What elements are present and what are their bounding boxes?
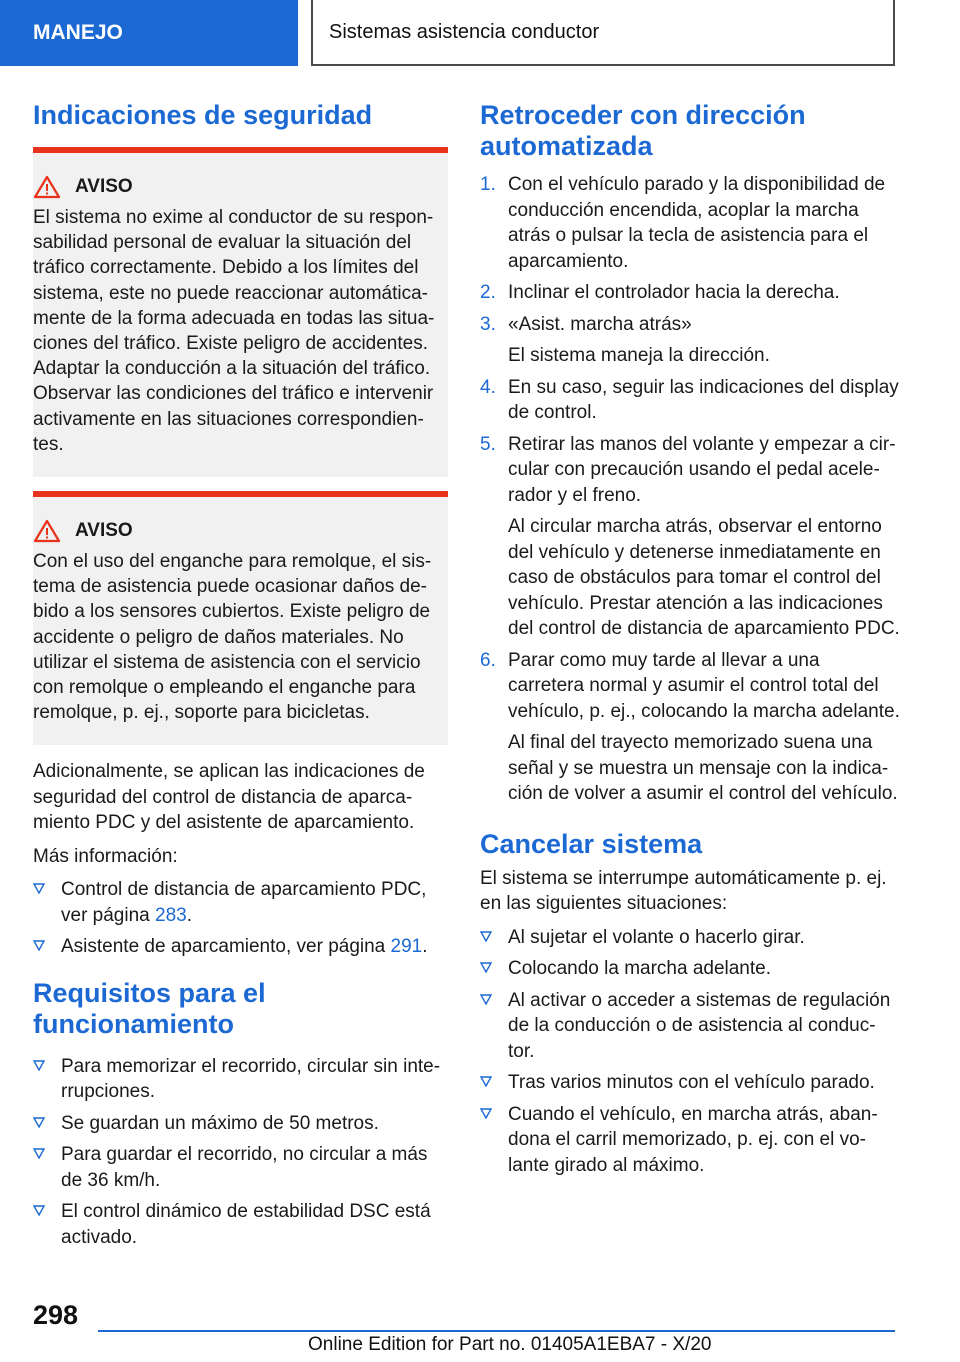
warning-text: Con el uso del enganche para remolque, el sis-tema de asistencia puede ocasionar daños de-bido a los sensores cubiertos. Existe peligro de accidente o peligro de daños materiales. No utilizar el sistema de asistencia con el servicio con remolque o empleando el enganche para remolque, p. ej., soporte para bicicletas. (33, 551, 432, 724)
step-item: 1. Con el vehículo parado y la disponibilidad de conducción encendida, acoplar la marcha atrás o pulsar la tecla de asistencia para el aparcamiento. (480, 174, 886, 272)
warning-text: El sistema no exime al conductor de su respon-sabilidad personal de evaluar la situación del tráfico correctamente. Debido a los límites del sistema, este no puede reaccionar automática-mente de la forma adecuada en todas las situa-ciones del tráfico. Existe peligro de accidentes. Adaptar la conducción a la situación del tráfico. Observar las condiciones del tráfico e intervenir activamente en las situaciones correspondien-tes. (33, 207, 435, 455)
left-column (33, 100, 448, 1258)
page-header (0, 0, 960, 66)
step-item: 4. En su caso, seguir las indicaciones del display de control. (480, 376, 899, 423)
step-item: 5. Retirar las manos del volante y empezar a cir-cular con precaución usando el pedal acele-rador y el freno. Al circular marcha atrás, observar el entorno del vehículo y detenerse inmediatamente en caso de obstáculos para tomar el control del vehículo. Prestar atención a las indicaciones del control de distancia de aparcamiento PDC. (480, 433, 900, 639)
triangle-bullet-icon (480, 931, 492, 942)
warning-title: AVISO (33, 519, 446, 543)
steps-list (480, 172, 900, 807)
list-item: Se guardan un máximo de 50 metros. (33, 1111, 448, 1137)
triangle-bullet-icon (480, 1076, 492, 1087)
list-item: Control de distancia de aparcamiento PDC, ver página 283. (33, 877, 448, 928)
list-item: Tras varios minutos con el vehículo parado. (480, 1070, 900, 1096)
heading-safety: Indicaciones de seguridad (33, 100, 373, 130)
list-item: Asistente de aparcamiento, ver página 291. (33, 934, 448, 960)
triangle-bullet-icon (33, 1117, 45, 1128)
heading-cancel: Cancelar sistema (480, 828, 703, 859)
requirements-list (33, 1054, 448, 1251)
edition-footer: Online Edition for Part no. 01405A1EBA7 - X/20 (308, 1334, 712, 1355)
footer-divider (98, 1330, 895, 1332)
right-column (480, 100, 900, 1186)
triangle-bullet-icon (33, 883, 45, 894)
warning-box-1 (33, 147, 448, 477)
triangle-bullet-icon (480, 1108, 492, 1119)
triangle-bullet-icon (33, 940, 45, 951)
triangle-bullet-icon (33, 1205, 45, 1216)
paragraph-more-info: Más información: (33, 845, 178, 867)
more-info-list (33, 877, 448, 960)
heading-requirements: Requisitos para el funcionamiento (33, 977, 266, 1039)
warning-title: AVISO (33, 175, 446, 199)
page-link[interactable]: 291 (390, 936, 423, 958)
step-item: 3. «Asist. marcha atrás» El sistema maneja la dirección. (480, 313, 770, 366)
list-item: Para guardar el recorrido, no circular a más de 36 km/h. (33, 1142, 448, 1193)
triangle-bullet-icon (33, 1148, 45, 1159)
list-item: El control dinámico de estabilidad DSC está activado. (33, 1199, 448, 1250)
list-item: Al activar o acceder a sistemas de regulación de la conducción o de asistencia al conduc-tor. (480, 988, 900, 1065)
section-label: MANEJO (0, 0, 298, 66)
chapter-label: Sistemas asistencia conductor (311, 0, 895, 66)
warning-triangle-icon (33, 175, 61, 199)
heading-reverse: Retroceder con dirección automatizada (480, 100, 806, 161)
list-item: Cuando el vehículo, en marcha atrás, aban-dona el carril memorizado, p. ej. con el vo-lante girado al máximo. (480, 1102, 900, 1179)
step-item: 6. Parar como muy tarde al llevar a una carretera normal y asumir el control total del vehículo, p. ej., colocando la marcha adelante. Al final del trayecto memorizado suena una señal y se muestra un mensaje con la indica-ción de volver a asumir el control del vehículo. (480, 649, 900, 804)
warning-box-2 (33, 491, 448, 745)
paragraph-additional: Adicionalmente, se aplican las indicaciones de seguridad del control de distancia de aparca-miento PDC y del asistente de aparcamiento. (33, 761, 425, 834)
list-item: Colocando la marcha adelante. (480, 956, 900, 982)
list-item: Para memorizar el recorrido, circular sin inte-rrupciones. (33, 1054, 448, 1105)
list-item: Al sujetar el volante o hacerlo girar. (480, 925, 900, 951)
triangle-bullet-icon (480, 962, 492, 973)
paragraph-cancel: El sistema se interrumpe automáticamente p. ej. en las siguientes situaciones: (480, 867, 887, 914)
warning-triangle-icon (33, 519, 61, 543)
step-item: 2. Inclinar el controlador hacia la derecha. (480, 282, 840, 303)
page-number: 298 (33, 1300, 79, 1330)
page-link[interactable]: 283 (155, 904, 187, 926)
triangle-bullet-icon (480, 994, 492, 1005)
cancel-list (480, 925, 900, 1179)
triangle-bullet-icon (33, 1060, 45, 1071)
